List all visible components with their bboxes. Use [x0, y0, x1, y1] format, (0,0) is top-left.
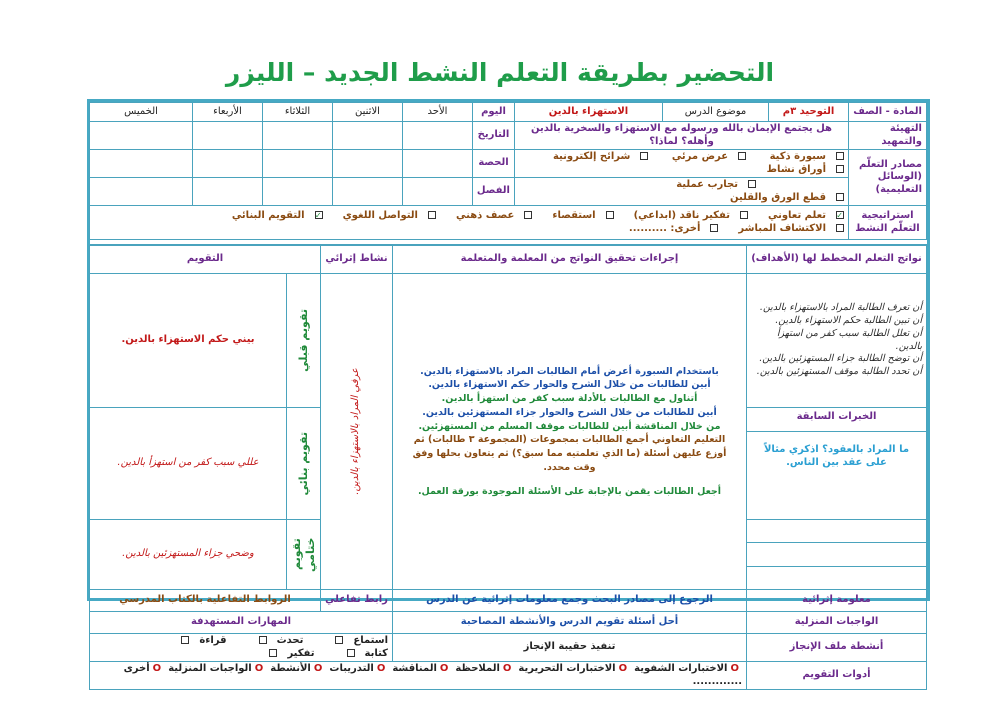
strategy-item[interactable]: التواصل اللغوي — [333, 210, 436, 221]
tool-item[interactable]: Oأخرى ............. — [123, 663, 742, 687]
enrichment-text: عرفي المراد بالاستهزاء بالدين. — [350, 368, 362, 495]
header-table — [89, 102, 927, 240]
eval-label: تقويم ختامي — [289, 537, 317, 572]
circle-option-icon[interactable]: O — [313, 663, 323, 674]
interactive-link-label: رابط تفاعلي — [321, 590, 393, 612]
checkbox-icon[interactable] — [524, 211, 532, 219]
enrich-info-label: معلومة إثرائية — [747, 590, 927, 612]
checked-box-icon[interactable]: ✓ — [314, 211, 322, 220]
circle-option-icon[interactable]: O — [502, 663, 512, 674]
intro-label: التهيئة والتمهيد — [849, 122, 927, 150]
checkbox-icon[interactable] — [269, 649, 277, 657]
lesson-plan-sheet — [87, 99, 930, 687]
eval-text: عللي سبب كفر من استهزأ بالدين. — [89, 408, 286, 520]
strategy-item[interactable]: ✓التقويم البنائي — [231, 210, 322, 221]
checkbox-icon[interactable] — [836, 165, 844, 173]
portfolio-text: تنفيذ حقيبة الإنجاز — [393, 634, 747, 662]
procedure-item: أبين للطالبات من خلال الشرح والحوار حكم الاستهزاء بالدين. — [428, 379, 711, 391]
checkbox-icon[interactable] — [640, 152, 648, 160]
strategy-item[interactable]: الاكتشاف المباشر — [728, 223, 844, 234]
strategy-item[interactable]: تفكير ناقد (ابداعي) — [624, 210, 748, 221]
checked-box-icon[interactable]: ✓ — [836, 211, 843, 220]
checkbox-icon[interactable] — [181, 636, 189, 644]
skill-item[interactable]: تحدث — [249, 635, 304, 646]
checkbox-icon[interactable] — [335, 636, 343, 644]
checkbox-icon[interactable] — [347, 649, 355, 657]
day-label: اليوم — [473, 103, 515, 122]
tools-list — [89, 662, 746, 690]
period-label: الحصة — [473, 150, 515, 178]
checkbox-icon[interactable] — [836, 152, 844, 160]
checkbox-icon[interactable] — [606, 211, 614, 219]
procedure-item: أجعل الطالبات يقمن بالإجابة على الأسئلة الموجودة بورقة العمل. — [417, 485, 722, 497]
checkbox-icon[interactable] — [428, 211, 436, 219]
circle-option-icon[interactable]: O — [618, 663, 628, 674]
prior-text: ما المراد بالعقود؟ اذكري مثالاً على عقد بين الناس. — [763, 444, 910, 468]
strategy-label: استراتيجية التعلّم النشط — [849, 206, 927, 240]
goal-item: أن تحدد الطالبة موقف المستهزئين بالدين. — [756, 366, 922, 378]
circle-option-icon[interactable]: O — [254, 663, 264, 674]
portfolio-label: أنشطة ملف الإنجاز — [747, 634, 927, 662]
eval-label-cell — [287, 274, 321, 408]
skill-item[interactable]: قراءة — [171, 635, 226, 646]
circle-option-icon[interactable]: O — [730, 663, 739, 674]
sources-row-2: تجارب عملية قطع الورق والقلين — [515, 178, 849, 206]
tool-item[interactable]: Oالتدريبات — [329, 663, 386, 674]
class-label: الفصل — [473, 178, 515, 206]
checkbox-icon[interactable] — [740, 211, 748, 219]
tool-item[interactable]: Oالاختبارات التحريرية — [518, 663, 628, 674]
checkbox-icon[interactable] — [836, 193, 844, 201]
checkbox-icon[interactable] — [259, 636, 267, 644]
day-wednesday: الأربعاء — [193, 103, 263, 122]
enrich-info-text: الرجوع إلى مصادر البحث وجمع معلومات إثرائية عن الدرس — [393, 590, 747, 612]
eval-text: بيني حكم الاستهزاء بالدين. — [89, 274, 286, 408]
homework-text: أحل أسئلة تقويم الدرس والأنشطة المصاحبة — [393, 612, 747, 634]
tool-item[interactable]: Oالأنشطة — [270, 663, 323, 674]
procedures-cell — [393, 274, 747, 590]
goals-cell — [747, 274, 927, 408]
procedure-item: أتناول مع الطالبات بالأدلة سبب كفر من استهزأ بالدين. — [441, 393, 698, 405]
tool-item[interactable]: Oالملاحظة — [455, 663, 512, 674]
strategy-list — [90, 206, 849, 240]
day-tuesday: الثلاثاء — [263, 103, 333, 122]
circle-option-icon[interactable]: O — [152, 663, 162, 674]
goals-header: نواتج التعلم المخطط لها (الأهداف) — [747, 246, 927, 274]
strategy-item[interactable]: ✓تعلم تعاوني — [767, 210, 843, 221]
strategy-item[interactable]: عصف ذهني — [446, 210, 532, 221]
checkbox-icon[interactable] — [738, 152, 746, 160]
eval-text: وضحي جزاء المستهزئين بالدين. — [89, 520, 286, 590]
prior-label: الخبرات السابقة — [747, 408, 926, 432]
topic-value: الاستهزاء بالدين — [515, 103, 663, 122]
checkbox-icon[interactable] — [710, 224, 718, 232]
goal-item: أن تعرف الطالبة المراد بالاستهزاء بالدين. — [759, 302, 922, 314]
day-monday: الاثنين — [333, 103, 403, 122]
day-thursday: الخميس — [90, 103, 193, 122]
procedure-item: أبين للطالبات من خلال الشرح والحوار جزاء المستهزئين بالدين. — [422, 406, 717, 418]
date-label: التاريخ — [473, 122, 515, 150]
procedures-header: إجراءات تحقيق النواتج من المعلمة والمتعلمة — [393, 246, 747, 274]
day-sunday: الأحد — [403, 103, 473, 122]
strategy-item[interactable]: استقصاء — [542, 210, 613, 221]
tool-item[interactable]: Oالواجبات المنزلية — [168, 663, 264, 674]
procedure-item: باستخدام السبورة أعرض أمام الطالبات المراد بالاستهزاء بالدين. — [420, 365, 719, 377]
skills-list — [89, 634, 392, 662]
goal-item: أن تعلل الطالبة سبب كفر من استهزأ بالدين. — [776, 327, 922, 352]
tool-item[interactable]: Oالاختبارات الشفوية — [634, 663, 739, 674]
subject-value: التوحيد ٣م — [769, 103, 849, 122]
interactive-link-text[interactable]: الروابط التفاعلية بالكتاب المدرسي — [89, 590, 320, 612]
strategy-item[interactable]: أخرى: .......... — [619, 223, 719, 234]
procedure-item: من خلال المناقشة أبين للطالبات موقف المسلم من المستهزئين. — [418, 420, 721, 432]
goal-item: أن توضح الطالبة جزاء المستهزئين بالدين. — [759, 353, 922, 365]
subject-label: المادة - الصف — [849, 103, 927, 122]
tools-label: أدوات التقويم — [747, 662, 927, 690]
sources-row-1: سبورة ذكية عرض مرئي شرائح إلكترونية أوراق نشاط — [515, 150, 849, 178]
enrichment-cell — [321, 274, 393, 590]
skill-item[interactable]: كتابة — [337, 648, 388, 659]
procedure-item: التعليم التعاوني أجمع الطالبات بمجموعات (المجموعة ٣ طالبات) ثم أوزع عليهن أسئلة (ما الذي تعلمتيه مما سبق؟) ثم يتعاون بحلها وفق وقت محدد. — [412, 434, 727, 473]
page-title: التحضير بطريقة التعلم النشط الجديد – الليزر — [225, 58, 775, 87]
body-table — [89, 245, 927, 690]
evaluation-header: التقويم — [89, 246, 320, 274]
checkbox-icon[interactable] — [748, 180, 756, 188]
eval-label: تقويم بنائي — [296, 431, 310, 496]
enrichment-header: نشاط إثرائي — [321, 246, 393, 274]
tool-item[interactable]: Oالمناقشة — [392, 663, 449, 674]
eval-label: تقويم قبلي — [296, 309, 310, 372]
sources-label: مصادر التعلّم (الوسائل التعليمية) — [849, 150, 927, 206]
skill-item[interactable]: تفكير — [259, 648, 314, 659]
topic-label: موضوع الدرس — [663, 103, 769, 122]
checkbox-icon[interactable] — [836, 224, 844, 232]
circle-option-icon[interactable]: O — [376, 663, 386, 674]
skills-label: المهارات المستهدفة — [89, 612, 392, 634]
goal-item: أن تبين الطالبة حكم الاستهزاء بالدين. — [775, 314, 922, 326]
intro-value: هل يجتمع الإيمان بالله ورسوله مع الاستهزاء والسخرية بالدين وأهله؟ لماذا؟ — [515, 122, 849, 150]
skill-item[interactable]: استماع — [325, 635, 388, 646]
circle-option-icon[interactable]: O — [439, 663, 449, 674]
homework-label: الواجبات المنزلية — [747, 612, 927, 634]
